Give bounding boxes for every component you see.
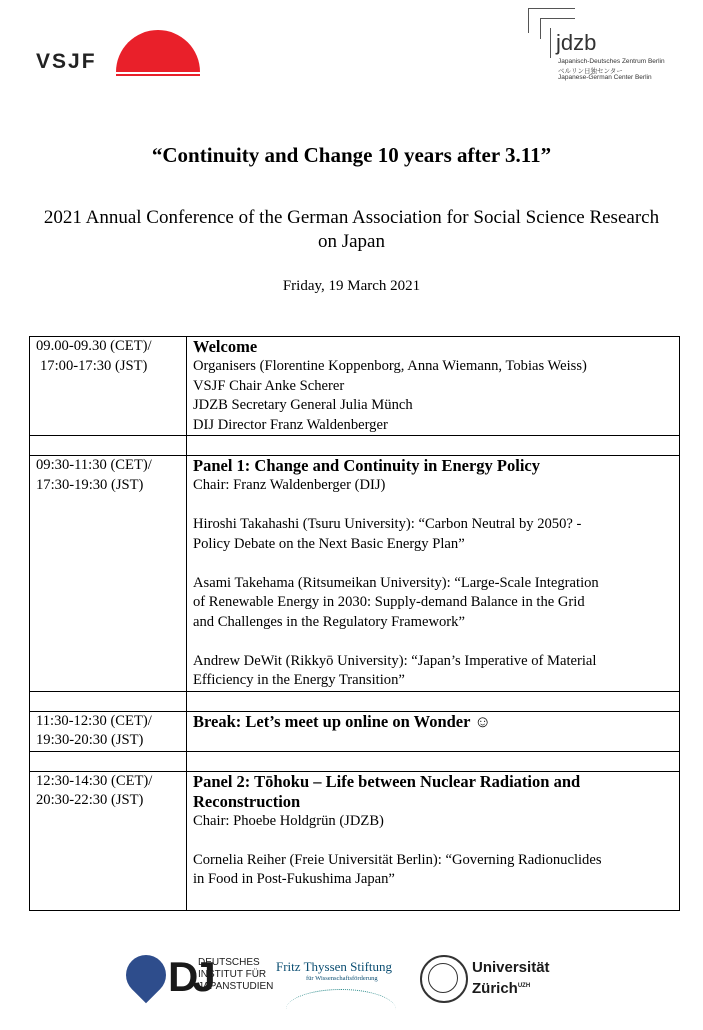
jdzb-logo-word: jdzb bbox=[556, 30, 597, 55]
programme-table bbox=[29, 336, 680, 911]
vsjf-logo-text: VSJF bbox=[36, 50, 97, 73]
uzh-logo-text: Universität Zürich$^{UZH}$ bbox=[472, 959, 550, 997]
jdzb-logo-line1: Japanisch-Deutsches Zentrum Berlin bbox=[558, 58, 665, 65]
session-time: 09.00-09.30 (CET)/ 17:00-17:30 (JST) bbox=[30, 337, 187, 436]
logo-underline bbox=[116, 74, 200, 76]
ginkgo-leaf-icon bbox=[118, 947, 175, 1004]
spacer-row bbox=[30, 436, 680, 456]
uzh-seal-icon bbox=[420, 955, 468, 1003]
session-row-panel-1 bbox=[30, 456, 680, 692]
session-details: Panel 2: Tōhoku – Life between Nuclear Radiation and Reconstruction Chair: Phoebe Holdgrün (JDZB) Cornelia Reiher (Freie Universität Berlin): “Governing Radionuclides in Food in Post-Fukushima Japan” bbox=[187, 771, 680, 910]
session-time: 09:30-11:30 (CET)/ 17:30-19:30 (JST) bbox=[30, 456, 187, 692]
jdzb-logo-line2: ベルリン日独センター bbox=[558, 68, 623, 75]
jdzb-logo bbox=[528, 8, 698, 88]
session-chair: Chair: Franz Waldenberger (DIJ) bbox=[193, 477, 386, 493]
talk: Asami Takehama (Ritsumeikan University): “Large-Scale Integration bbox=[193, 574, 599, 591]
sponsor-logos: DJ DEUTSCHES INSTITUT FÜR JAPANSTUDIEN Fritz Thyssen Stiftung für Wissenschaftsförderung Universität Zürich$^{UZH}$ bbox=[120, 945, 580, 1020]
session-title: Panel 2: Tōhoku – Life between Nuclear Radiation and bbox=[193, 771, 581, 791]
spacer-row bbox=[30, 691, 680, 711]
session-title: Welcome bbox=[193, 337, 258, 356]
talk: Cornelia Reiher (Freie Universität Berlin): “Governing Radionuclides bbox=[193, 851, 602, 868]
talk: Andrew DeWit (Rikkyō University): “Japan’s Imperative of Material bbox=[193, 652, 597, 669]
document-title: “Continuity and Change 10 years after 3.11” bbox=[151, 143, 552, 167]
spacer-row bbox=[30, 751, 680, 771]
conference-date: Friday, 19 March 2021 bbox=[282, 278, 421, 294]
session-title: Break: Let’s meet up online on Wonder ☺ bbox=[193, 711, 492, 731]
session-chair: Chair: Phoebe Holdgrün (JDZB) bbox=[193, 812, 384, 829]
session-row-panel-2 bbox=[30, 771, 680, 910]
talk: Hiroshi Takahashi (Tsuru University): “Carbon Neutral by 2050? - bbox=[193, 516, 582, 532]
rising-sun-icon bbox=[116, 30, 200, 72]
fritz-thyssen-logo: Fritz Thyssen Stiftung für Wissenschaftsförderung bbox=[276, 959, 392, 982]
session-time: 11:30-12:30 (CET)/ 19:30-20:30 (JST) bbox=[30, 711, 187, 751]
session-details: Panel 1: Change and Continuity in Energy Policy Chair: Franz Waldenberger (DIJ) Hiroshi Takahashi (Tsuru University): “Carbon Neutral by 2050? - Policy Debate on the Next Basic Energy Plan” Asami Takehama (Ritsumeikan University): “Large-Scale Integration of Renewable Energy in 2030: Supply-demand Balance in the Grid and Challenges in the Regulatory Framework” Andrew DeWit (Rikkyō University): “Japan’s Imperative of Material Efficiency in the Energy Transition” bbox=[187, 456, 680, 692]
jdzb-logo-line3: Japanese-German Center Berlin bbox=[558, 74, 652, 81]
document-subtitle: 2021 Annual Conference of the German Association for Social Science Research on Japan bbox=[43, 207, 660, 252]
session-row-welcome bbox=[30, 337, 680, 436]
session-row-break bbox=[30, 711, 680, 751]
session-title: Panel 1: Change and Continuity in Energy Policy bbox=[193, 456, 540, 475]
session-details bbox=[187, 711, 680, 751]
dj-monogram: DJ bbox=[168, 953, 210, 1000]
session-details: Welcome Organisers (Florentine Koppenborg, Anna Wiemann, Tobias Weiss) VSJF Chair Anke Scherer JDZB Secretary General Julia Münch DIJ Director Franz Waldenberger bbox=[187, 337, 680, 436]
session-time: 12:30-14:30 (CET)/ 20:30-22:30 (JST) bbox=[30, 771, 187, 910]
vsjf-logo bbox=[36, 30, 166, 80]
